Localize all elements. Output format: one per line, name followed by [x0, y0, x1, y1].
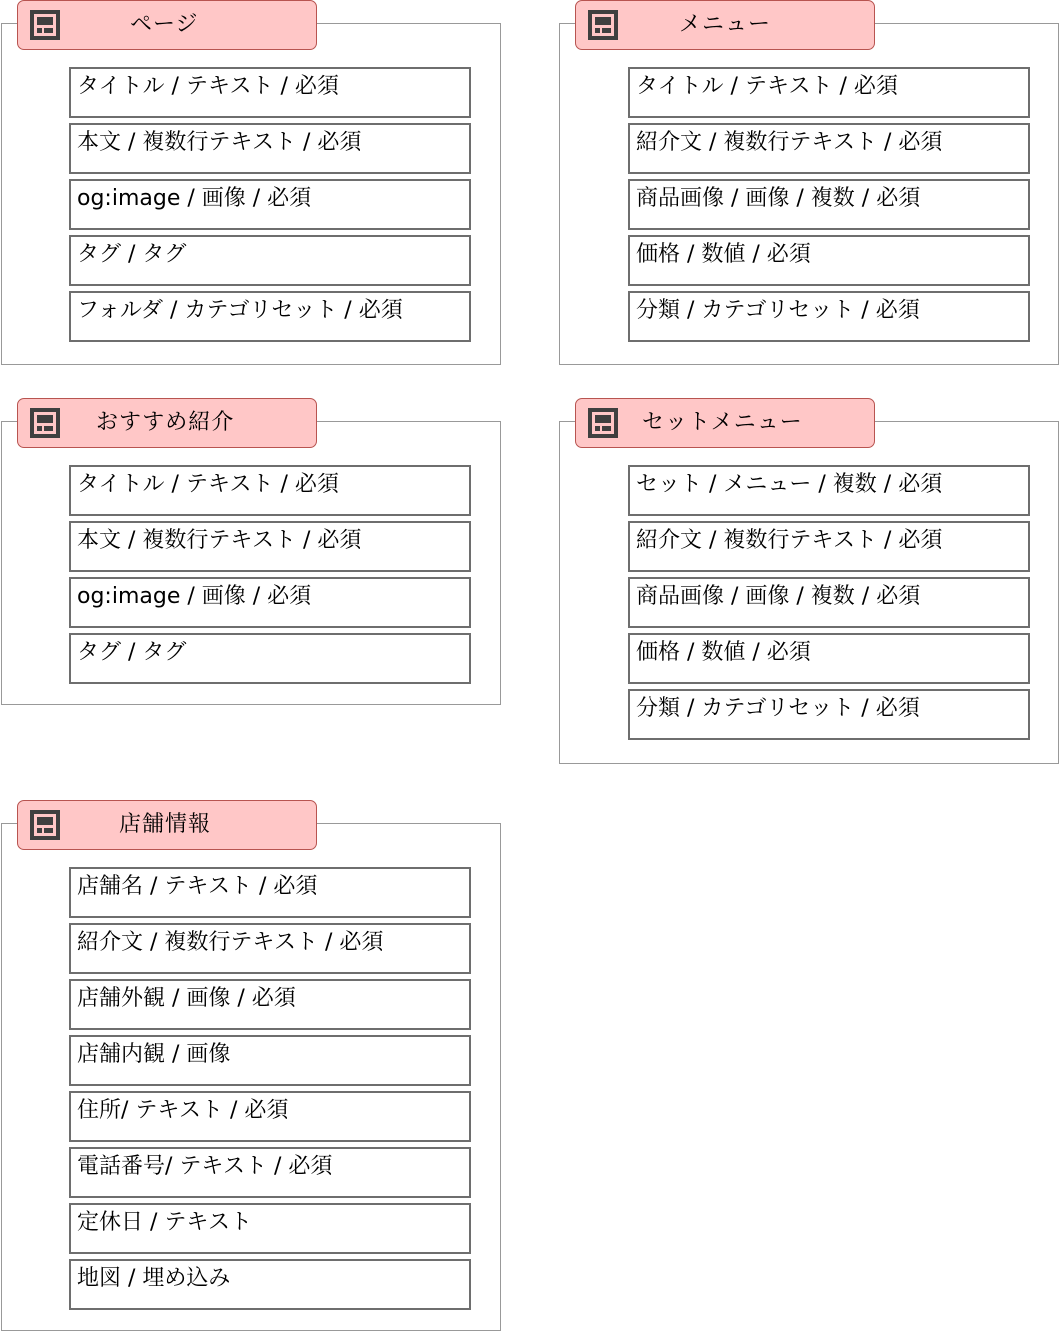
panel-page-title: ページ: [130, 12, 199, 37]
panel-page-fields: [69, 67, 471, 347]
field-item[interactable]: 価格 / 数値 / 必須: [628, 235, 1030, 286]
field-item[interactable]: 紹介文 / 複数行テキスト / 必須: [628, 521, 1030, 572]
panel-set-menu-header[interactable]: [575, 398, 875, 448]
layout-icon: [588, 10, 618, 40]
panel-set-menu-title: セットメニュー: [642, 410, 803, 435]
layout-icon: [30, 408, 60, 438]
field-item[interactable]: タイトル / テキスト / 必須: [628, 67, 1030, 118]
panel-shop-info-fields: [69, 867, 471, 1315]
field-item[interactable]: 価格 / 数値 / 必須: [628, 633, 1030, 684]
field-item[interactable]: 分類 / カテゴリセット / 必須: [628, 291, 1030, 342]
field-item[interactable]: セット / メニュー / 複数 / 必須: [628, 465, 1030, 516]
field-item[interactable]: タグ / タグ: [69, 633, 471, 684]
field-item[interactable]: 紹介文 / 複数行テキスト / 必須: [69, 923, 471, 974]
field-item[interactable]: タイトル / テキスト / 必須: [69, 465, 471, 516]
panel-menu-title: メニュー: [679, 12, 772, 37]
field-item[interactable]: タイトル / テキスト / 必須: [69, 67, 471, 118]
field-item[interactable]: 店舗名 / テキスト / 必須: [69, 867, 471, 918]
field-item[interactable]: 商品画像 / 画像 / 複数 / 必須: [628, 179, 1030, 230]
field-item[interactable]: 電話番号/ テキスト / 必須: [69, 1147, 471, 1198]
panel-recommend-fields: [69, 465, 471, 689]
field-item[interactable]: 住所/ テキスト / 必須: [69, 1091, 471, 1142]
field-item[interactable]: 店舗外観 / 画像 / 必須: [69, 979, 471, 1030]
panel-recommend-header[interactable]: [17, 398, 317, 448]
field-item[interactable]: タグ / タグ: [69, 235, 471, 286]
panel-shop-info-title: 店舗情報: [119, 812, 212, 837]
field-item[interactable]: 店舗内観 / 画像: [69, 1035, 471, 1086]
field-item[interactable]: 商品画像 / 画像 / 複数 / 必須: [628, 577, 1030, 628]
field-item[interactable]: フォルダ / カテゴリセット / 必須: [69, 291, 471, 342]
panel-set-menu-fields: [628, 465, 1030, 745]
layout-icon: [30, 10, 60, 40]
field-item[interactable]: 分類 / カテゴリセット / 必須: [628, 689, 1030, 740]
panel-menu-fields: [628, 67, 1030, 347]
field-item[interactable]: og:image / 画像 / 必須: [69, 179, 471, 230]
field-item[interactable]: 本文 / 複数行テキスト / 必須: [69, 521, 471, 572]
layout-icon: [588, 408, 618, 438]
field-item[interactable]: og:image / 画像 / 必須: [69, 577, 471, 628]
field-item[interactable]: 本文 / 複数行テキスト / 必須: [69, 123, 471, 174]
field-item[interactable]: 定休日 / テキスト: [69, 1203, 471, 1254]
field-item[interactable]: 紹介文 / 複数行テキスト / 必須: [628, 123, 1030, 174]
field-item[interactable]: 地図 / 埋め込み: [69, 1259, 471, 1310]
panel-recommend-title: おすすめ紹介: [96, 410, 235, 435]
panel-menu-header[interactable]: [575, 0, 875, 50]
panel-shop-info-header[interactable]: [17, 800, 317, 850]
layout-icon: [30, 810, 60, 840]
panel-page-header[interactable]: [17, 0, 317, 50]
